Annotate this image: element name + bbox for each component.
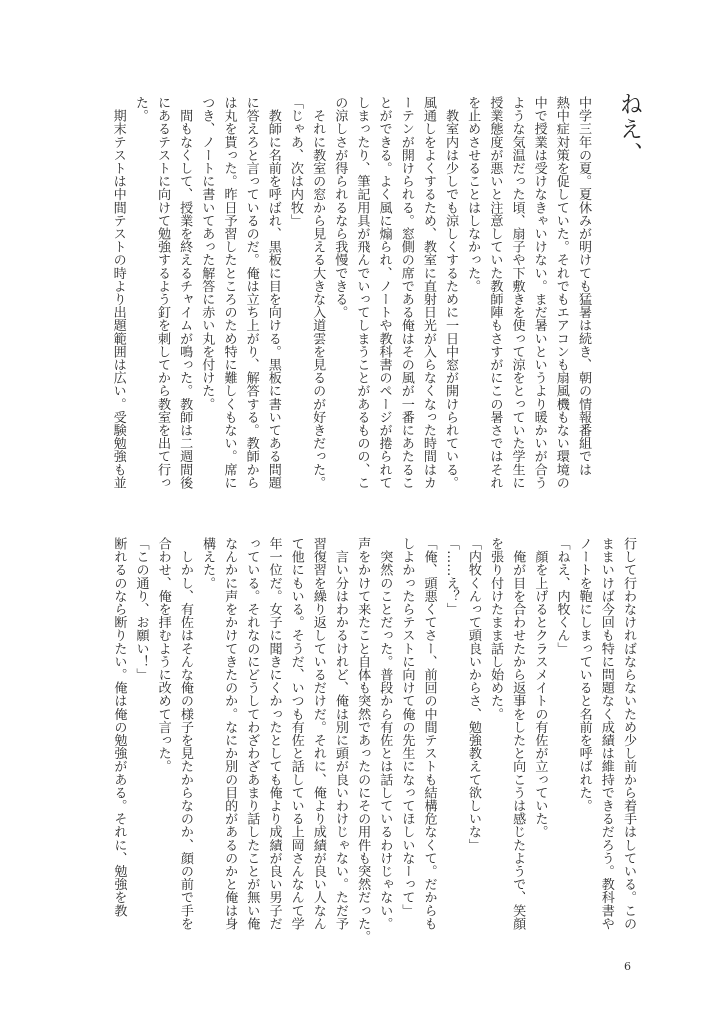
text-line: 俺が目を合わせたから返事をしたと向こうは感じたようで、笑顔 bbox=[510, 537, 526, 930]
text-line: 顔を上げるとクラスメイトの有佐が立っていた。 bbox=[532, 537, 548, 839]
text-line: は丸を貰った。昨日予習したところのため特に難しくもない。席に bbox=[221, 96, 237, 489]
text-line: 熱中症対策を促していた。それでもエアコンも扇風機もない環境の bbox=[553, 96, 569, 489]
body-text-lower bbox=[107, 537, 639, 944]
text-line: つき、ノートに書いてあった解答に赤い丸を付けた。 bbox=[199, 96, 215, 411]
text-line: 教師に名前を呼ばれ、黒板に目を向ける。黒板に書いてある問題 bbox=[265, 96, 281, 489]
text-line: 期末テストは中間テストの時より出題範囲は広い。受験勉強も並 bbox=[110, 96, 126, 489]
text-line: にあるテストに向けて勉強するよう釘を刺してから教室を出て行っ bbox=[155, 96, 171, 489]
page-number: 6 bbox=[624, 960, 631, 973]
text-line: しまったり、筆記用具が飛んでいってしまうことがあるものの、こ bbox=[354, 96, 370, 489]
text-line: 間もなくして、授業を終えるチャイムが鳴った。教師は二週間後 bbox=[177, 96, 193, 489]
text-line: 「内牧くんって頭良いからさ、勉強教えて欲しいな」 bbox=[465, 537, 481, 852]
text-line: 教室内は少しでも涼しくするために一日中窓が開けられている。 bbox=[443, 96, 459, 489]
text-line: を止めさせることはしなかった。 bbox=[465, 96, 481, 293]
text-line: ノートを鞄にしまっていると名前を呼ばれた。 bbox=[576, 537, 592, 813]
text-line: 構えた。 bbox=[200, 537, 216, 590]
body-text-upper bbox=[107, 96, 594, 492]
text-line: 「……え？」 bbox=[443, 537, 459, 616]
text-line: 「じゃあ、次は内牧」 bbox=[287, 96, 303, 227]
text-line: ーテンが開けられる。窓側の席である俺はその風が一番にあたるこ bbox=[398, 96, 414, 489]
text-line: それに教室の窓から見える大きな入道雲を見るのが好きだった。 bbox=[310, 96, 326, 489]
text-line: とができる。よく風に煽られ、ノートや教科書のページが捲られて bbox=[376, 96, 392, 489]
text-line: 風通しをよくするため、教室に直射日光が入らなくなった時間はカ bbox=[420, 96, 436, 489]
text-line: 突然のことだった。普段から有佐とは話しているわけじゃない。 bbox=[377, 537, 393, 930]
text-line: 声をかけて来たこと自体も突然であったのにその用件も突然だった。 bbox=[355, 537, 371, 944]
text-line: 年一位だ。女子に聞きにくかったとしても俺より成績が良い男子だ bbox=[266, 537, 282, 930]
text-line: 行して行わなければならないため少し前から着手はしている。この bbox=[621, 537, 636, 930]
text-line: 言い分はわかるけれど、俺は別に頭が良いわけじゃない。ただ予 bbox=[332, 537, 348, 930]
chapter-title: ねえ、 bbox=[616, 92, 642, 167]
text-line: の涼しさが得られるなら我慢できる。 bbox=[332, 96, 348, 319]
text-line: を張り付けたまま話し始めた。 bbox=[488, 537, 504, 721]
text-line: 「俺、頭悪くてさー、前回の中間テストも結構危なくて。だからも bbox=[421, 537, 437, 930]
text-line: 習復習を繰り返しているだけだ。それに、俺より成績が良い人なん bbox=[310, 537, 326, 930]
text-line: て他にもいる。そうだ、いつも有佐と話している上岡さんなんて学 bbox=[288, 537, 304, 930]
text-line: ままいけば今回も特に問題なく成績は維持できるだろう。教科書や bbox=[598, 537, 614, 930]
text-line: 授業態度が悪いと注意していた教師陣もさすがにこの暑さではそれ bbox=[487, 96, 503, 489]
text-line: 断れるのなら断りたい。俺は俺の勉強がある。それに、勉強を教 bbox=[111, 537, 127, 917]
text-line: っている。それなのにどうしてわざわざあまり話したことが無い俺 bbox=[244, 537, 260, 930]
text-line: 中学三年の夏。夏休みが明けても猛暑は続き、朝の情報番組では bbox=[576, 96, 591, 476]
text-line: た。 bbox=[132, 96, 148, 123]
text-line: しよかったらテストに向けて俺の先生になってほしいなーって」 bbox=[399, 537, 415, 917]
text-line: に答えろと言っているのだ。俺は立ち上がり、解答する。教師から bbox=[243, 96, 259, 489]
text-line: しかし、有佐はそんな俺の様子を見たからなのか、顔の前で手を bbox=[177, 537, 193, 930]
text-line: 「ねえ、内牧くん」 bbox=[554, 537, 570, 655]
text-line: 中で授業は受けなきゃいけない。まだ暑いというより暖かいが合う bbox=[531, 96, 547, 489]
text-line: 合わせ、俺を拝むように改めて言った。 bbox=[155, 537, 171, 773]
text-line: ような気温だった頃、扇子や下敷きを使って涼をとっていた学生に bbox=[509, 96, 525, 489]
text-line: 「この通り、お願い！」 bbox=[133, 537, 149, 682]
text-line: なんかに声をかけてきたのか。なにか別の目的があるのかと俺は身 bbox=[222, 537, 238, 930]
